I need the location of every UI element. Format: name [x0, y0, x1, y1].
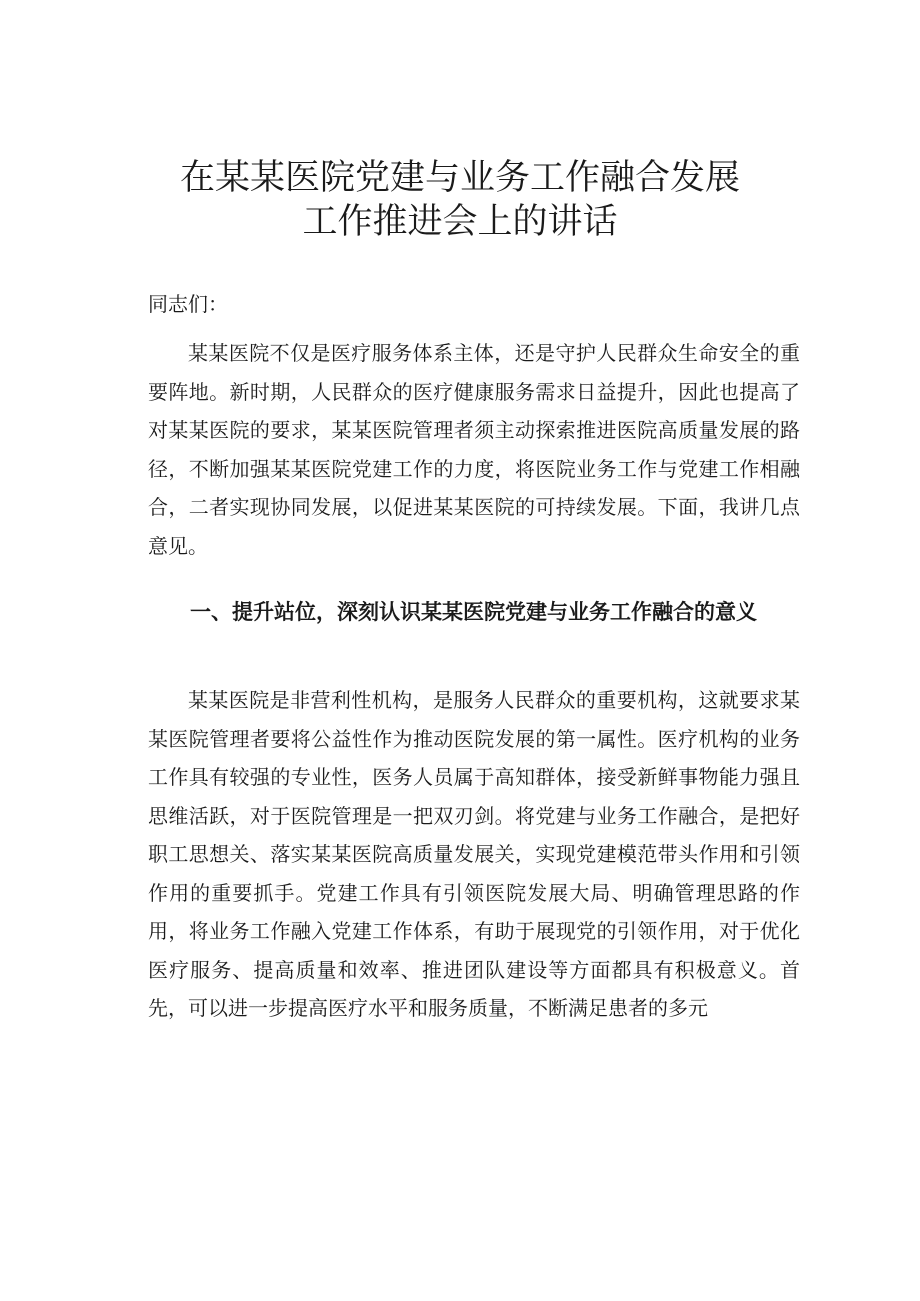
salutation: 同志们：: [148, 292, 228, 316]
paragraph-section-1: 某某医院是非营利性机构，是服务人民群众的重要机构，这就要求某某医院管理者要将公益性作为推动医院发展的第一属性。医疗机构的业务工作具有较强的专业性，医务人员属于高知群体，接受新鲜事物能力强且思维活跃，对于医院管理是一把双刃剑。将党建与业务工作融合，是把好职工思想关、落实某某医院高质量发展关，实现党建模范带头作用和引领作用的重要抓手。党建工作具有引领医院发展大局、明确管理思路的作用，将业务工作融入党建工作体系，有助于展现党的引领作用，对于优化医疗服务、提高质量和效率、推进团队建设等方面都具有积极意义。首先，可以进一步提高医疗水平和服务质量，不断满足患者的多元: [148, 688, 800, 1020]
paragraph-intro: 某某医院不仅是医疗服务体系主体，还是守护人民群众生命安全的重要阵地。新时期，人民群众的医疗健康服务需求日益提升，因此也提高了对某某医院的要求，某某医院管理者须主动探索推进医院高质量发展的路径，不断加强某某医院党建工作的力度，将医院业务工作与党建工作相融合，二者实现协同发展，以促进某某医院的可持续发展。下面，我讲几点意见。: [148, 341, 800, 558]
section-heading-1: 一、提升站位，深刻认识某某医院党建与业务工作融合的意义: [190, 600, 757, 624]
document-title-line-2: 工作推进会上的讲话: [302, 202, 618, 242]
document-title-line-1: 在某某医院党建与业务工作融合发展: [179, 158, 740, 198]
